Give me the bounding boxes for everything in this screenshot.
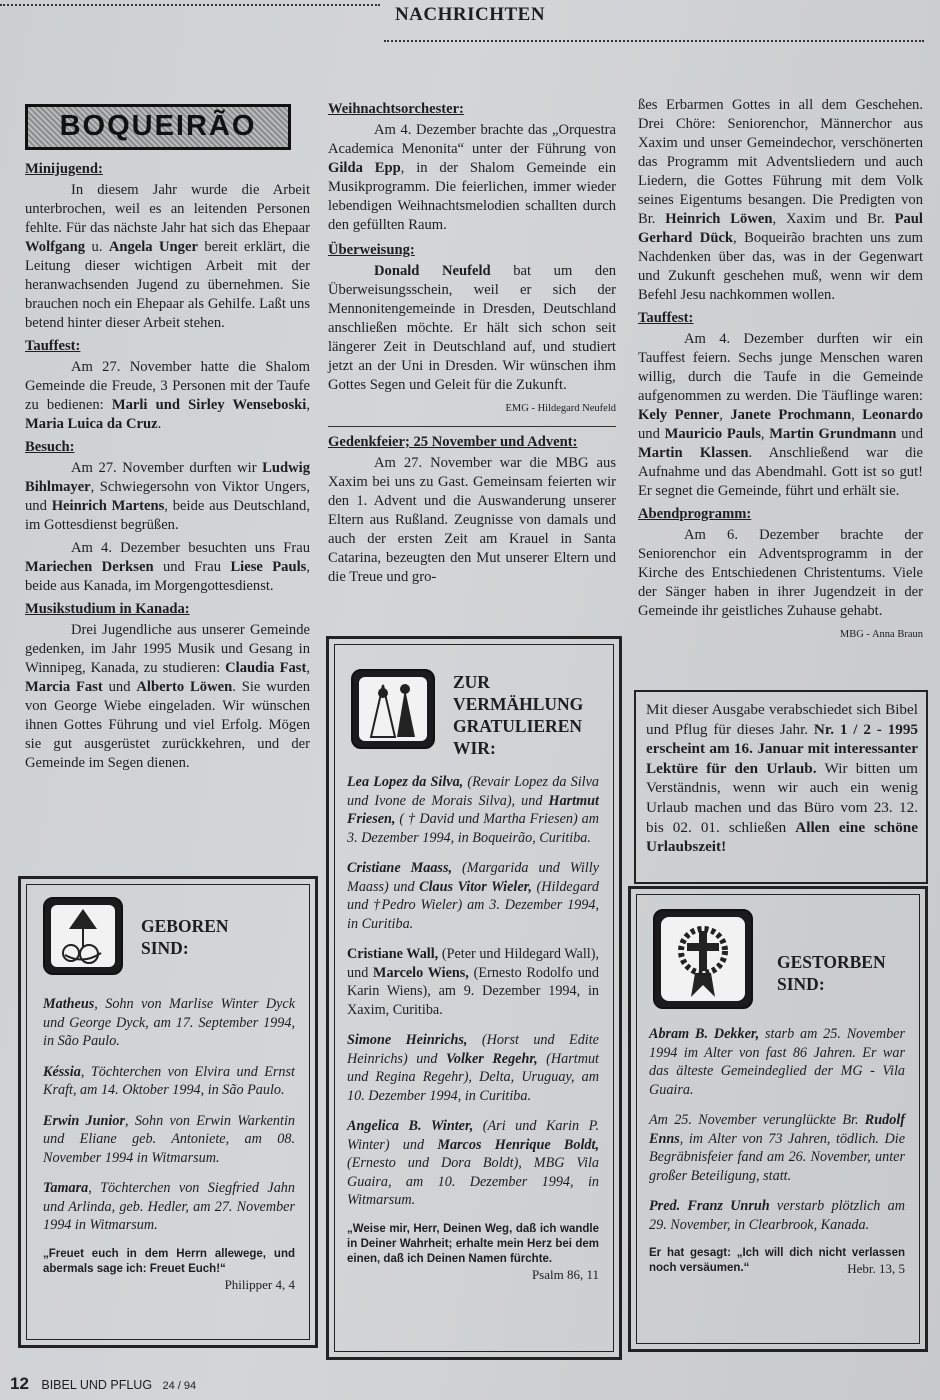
paragraph-weihnachtsorchester: Am 4. Dezember brachte das „Orquestra Academica Menonita“ unter der Führung von Gilda Epp, in der Shalom Gemeinde ein Musikprogramm. Die feierlichen, immer wieder lebendigen Weihnachtsmelodien schallten durch den gefüllten Raum.	[328, 122, 616, 233]
issue-number: 24 / 94	[162, 1380, 197, 1392]
list-item: Cristiane Wall, (Peter und Hildegard Wall), und Marcelo Wiens, (Ernesto Rodolfo und Karin Wiens), am 9. Dezember 1994, in Xaxim, Curitiba.	[347, 946, 599, 1018]
list-item: Késsia, Töchterchen von Elvira und Ernst Kraft, am 14. Oktober 1994, in São Paulo.	[43, 1063, 295, 1098]
heading-musikstudium: Musikstudium in Kanada:	[25, 601, 190, 617]
list-item: Abram B. Dekker, starb am 25. November 1994 im Alter von fast 86 Jahren. Er war das älteste Gemeindeglied der MG - Vila Guaira.	[649, 1026, 905, 1098]
paragraph-tauffest-1: Am 27. November hatte die Shalom Gemeinde die Freude, 3 Personen mit der Taufe zu bedienen: Marli und Sirley Wenseboski, Maria Luica da Cruz.	[25, 359, 310, 432]
paragraph-minijugend: In diesem Jahr wurde die Arbeit unterbrochen, weil es an leitenden Personen fehlte. Für das nächste Jahr hat sich das Ehepaar Wolfgang u. Angela Unger bereit erklärt, die Leitung dieser wichtigen Arbeit mit der heranwachsenden Jugend zu übernehmen. Sie brauchen noch ein Ehepaar als Gehilfe. Laßt uns betend hinter dieser Arbeit stehen.	[25, 182, 310, 331]
deaths-title: GESTORBEN SIND:	[777, 952, 886, 994]
notice-text: Mit dieser Ausgabe verabschiedet sich Bibel und Pflug für dieses Jahr. Nr. 1 / 2 - 1995 erscheint am 16. Januar mit interessanter Lektüre für den Urlaub. Wir bitten um Verständnis, wenn wir auch ein wenig Urlaub machen und das Büro vom 23. 12. bis 02. 01. schließen Allen eine schöne Urlaubszeit!	[646, 701, 919, 856]
list-item: Cristiane Maass, (Margarida und Willy Maass) und Claus Vitor Wieler, (Hildegard und †Pedro Wieler) am 3. Dezember 1994, in Curitiba.	[347, 860, 600, 932]
page-number: 12	[10, 1374, 29, 1393]
paragraph-tauffest-2: Am 4. Dezember durften wir ein Tauffest feiern. Sechs junge Menschen waren willig, durch die Taufe in die Gemeinde aufgenommen zu werden. Die Täuflinge waren: Kely Penner, Janete Prochmann, Leonardo und Mauricio Pauls, Martin Grundmann und Martin Klassen. Anschließend war die Aufnahme und das Abendmahl. Gott ist so gut! Er segnet die Gemeinde, führt und erhält sie.	[638, 331, 924, 499]
heading-gedenkfeier: Gedenkfeier; 25 November und Advent:	[328, 434, 578, 450]
weddings-title: ZUR VERMÄHLUNG GRATULIEREN WIR:	[453, 672, 584, 758]
heading-tauffest-2: Tauffest:	[638, 310, 694, 326]
births-title: GEBOREN SIND:	[141, 916, 229, 958]
column-3	[638, 96, 923, 650]
section-header: NACHRICHTEN	[394, 4, 546, 25]
paragraph-gedenkfeier: Am 27. November war die MBG aus Xaxim bei uns zu Gast. Gemeinsam feierten wir den 1. Advent und die Auswanderung unserer Eltern aus Rußland. Zeugnisse von damals und auch der ersten Zeit am Krauel in Santa Catarina, bezeugten den Mut unserer Eltern und die Treue und gro-	[328, 455, 616, 585]
top-rule	[0, 4, 380, 6]
cross-wreath-icon	[653, 909, 753, 1009]
paragraph-besuch-1: Am 27. November durften wir Ludwig Bihlmayer, Schwiegersohn von Viktor Ungers, und Heinrich Martens, beide aus Deutschland, im Gottesdienst begrüßen.	[25, 460, 310, 533]
list-item: Erwin Junior, Sohn von Erwin Warkentin und Eliane geb. Antoniete, am 08. November 1994 in Witmarsum.	[43, 1112, 295, 1166]
weddings-box	[326, 636, 622, 1360]
list-item: Angelica B. Winter, (Ari und Karin P. Winter) und Marcos Henrique Boldt, (Ernesto und Dora Boldt), MBG Vila Guaira, am 10. Dezember 1994, in Witmarsum.	[347, 1118, 599, 1208]
credit-mbg: MBG - Anna Braun	[839, 629, 923, 640]
list-item: Am 25. November verunglückte Br. Rudolf Enns, im Alter von 73 Jahren, tödlich. Die Begräbnisfeier fand am 26. November, unter großer Beteiligung, statt.	[649, 1112, 905, 1184]
deaths-verse: Er hat gesagt: „Ich will dich nicht verlassen noch versäumen.“ Hebr. 13, 5	[649, 1247, 905, 1276]
births-list	[43, 995, 295, 1292]
heading-tauffest-1: Tauffest:	[25, 338, 81, 354]
paragraph-musikstudium: Drei Jugendliche aus unserer Gemeinde gedenken, im Jahr 1995 Musik und Gesang in Winnipeg, Kanada, zu studieren: Claudia Fast, Marcia Fast und Alberto Löwen. Sie wurden von George Wiebe eingeladen. Wir wünschen ihnen Gottes Führung und viel Erfolg. Mögen sie gut ausgerüstet zurückkehren, und der Gemeinde im Segen dienen.	[25, 622, 311, 771]
column-2	[328, 96, 616, 587]
paragraph-ueberweisung: Donald Neufeld bat um den Überweisungsschein, weil er sich der Mennonitengemeinde in Dresden, Deutschland anschließen möchte. Er hält sich schon seit längerer Zeit in Deutschland auf, und studiert jetzt an der Uni in Dresden. Wir wünschen ihm Gottes Segen und Geleit für die Zukunft.	[328, 263, 616, 393]
deaths-list	[649, 1025, 905, 1276]
stork-icon	[43, 897, 123, 975]
list-item: Lea Lopez da Silva, (Revair Lopez da Silva und Ivone de Morais Silva), und Hartmut Friesen, ( † David und Martha Friesen) am 3. Dezember 1994, in Boqueirão, Curitiba.	[347, 774, 599, 846]
births-box	[18, 876, 318, 1348]
heading-abendprogramm: Abendprogramm:	[638, 506, 752, 522]
deaths-box	[628, 886, 928, 1352]
bride-groom-icon	[351, 669, 435, 749]
list-item: Simone Heinrichs, (Horst und Edite Heinrichs) und Volker Regehr, (Hartmut und Regina Regehr), Delta, Uruguay, am 10. Dezember 1994, in Curitiba.	[347, 1032, 599, 1104]
divider	[328, 426, 616, 427]
notice-box	[634, 690, 928, 884]
list-item: Tamara, Töchterchen von Siegfried Jahn und Arlinda, geb. Hedler, am 27. November 1994 in Witmarsum.	[43, 1180, 295, 1233]
weddings-verse: „Weise mir, Herr, Deinen Weg, daß ich wandle in Deiner Wahrheit; erhalte mein Herz bei dem einen, daß ich Deinen Namen fürchte. Psalm 86, 11	[347, 1222, 599, 1282]
list-item: Pred. Franz Unruh verstarb plötzlich am 29. November, in Clearbrook, Kanada.	[649, 1198, 905, 1233]
boqueirao-banner	[25, 104, 291, 150]
credit-emg: EMG - Hildegard Neufeld	[505, 403, 616, 414]
heading-ueberweisung: Überweisung:	[328, 242, 415, 258]
heading-minijugend: Minijugend:	[25, 161, 103, 177]
list-item: Matheus, Sohn von Marlise Winter Dyck und George Dyck, am 17. September 1994, in São Paulo.	[43, 996, 295, 1049]
banner-title: BOQUEIRÃO	[59, 110, 257, 142]
heading-weihnachtsorchester: Weihnachtsorchester:	[328, 101, 464, 117]
paragraph-abendprogramm: Am 6. Dezember brachte der Seniorenchor ein Adventsprogramm in der Kirche des Entschiedenen Christentums. Viele der Sänger haben in ihrer Jugendzeit in der Gemeinde ihr geistliches Zuhause gehabt.	[638, 527, 923, 619]
header-rule	[384, 40, 924, 42]
publication-name: BIBEL UND PFLUG	[41, 1378, 153, 1392]
page-footer	[10, 1374, 196, 1394]
paragraph-gedenkfeier-cont: ßes Erbarmen Gottes in all dem Geschehen. Drei Chöre: Seniorenchor, Männerchor aus Xaxim und unser Gemeindechor, verschönerten das Programm mit Adventsliedern und auch Liedern, die Gottes Führung mit dem Volk seines Eigentums besangen. Die Predigten von Br. Heinrich Löwen, Xaxim und Br. Paul Gerhard Dück, Boqueirão brachten uns zum Nachdenken über das, was in der Gegenwart und Zukunft geschehen muß, wenn wir dem Befehl Jesu nachkommen wollen.	[638, 97, 924, 303]
weddings-list	[347, 773, 599, 1282]
heading-besuch: Besuch:	[25, 439, 75, 455]
paragraph-besuch-2: Am 4. Dezember besuchten uns Frau Mariechen Derksen und Frau Liese Pauls, beide aus Kanada, im Morgengottesdienst.	[25, 540, 310, 594]
column-1	[25, 156, 310, 773]
births-verse: „Freuet euch in dem Herrn allewege, und abermals sage ich: Freuet Euch!“ Philipper 4, 4	[43, 1247, 295, 1292]
